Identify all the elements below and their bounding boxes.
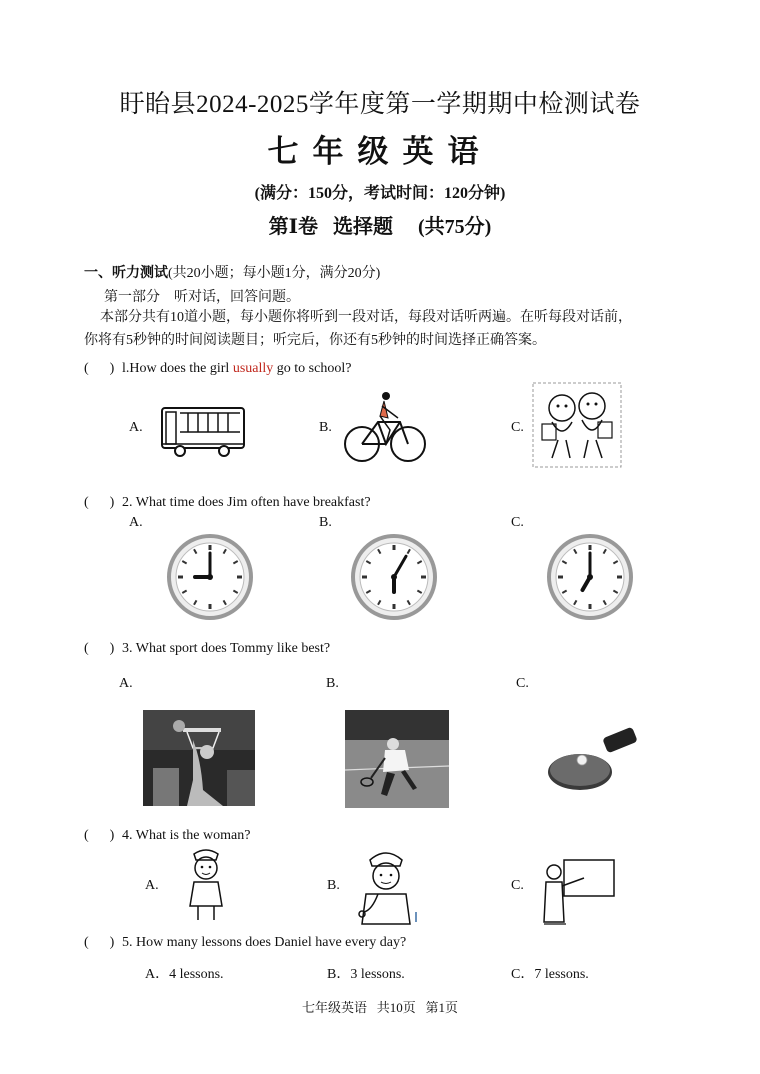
clock-icon — [546, 533, 634, 621]
bicycle-icon — [342, 388, 428, 466]
answer-blank[interactable]: ( ) — [84, 361, 115, 376]
volume-heading: 第Ⅰ卷 选择题 (共75分) — [268, 216, 492, 238]
option-label: A. — [119, 676, 133, 691]
question-text-end: go to school? — [273, 361, 352, 376]
table-tennis-photo — [546, 724, 642, 796]
highlight-word: usually — [232, 361, 274, 376]
basketball-photo — [143, 710, 255, 806]
exam-title: 盱眙县2024-2025学年度第一学期期中检测试卷 — [119, 91, 641, 118]
question-4 — [84, 828, 250, 844]
clock-icon — [166, 533, 254, 621]
score-info: (满分：150分，考试时间：120分钟) — [254, 185, 506, 202]
option-label: C. — [516, 676, 529, 691]
page-footer: 七年级英语 共10页 第1页 — [301, 1000, 458, 1015]
part-title: 第一部分 听对话，回答问题。 — [104, 290, 300, 305]
question-text: 2. What time does Jim often have breakfast? — [122, 495, 371, 510]
option-a[interactable]: A．4 lessons. — [145, 967, 224, 982]
option-label: C. — [511, 515, 524, 530]
question-1 — [84, 361, 351, 377]
subject-title: 七年级英语 — [267, 134, 493, 169]
option-b[interactable]: B．3 lessons. — [327, 967, 405, 982]
option-label: A. — [129, 420, 143, 435]
question-text: l.How does the girl — [122, 361, 233, 376]
nurse-icon — [182, 846, 230, 922]
doctor-icon — [352, 844, 422, 926]
clock-icon — [350, 533, 438, 621]
walking-kids-icon — [532, 382, 622, 468]
section-note: (共20小题；每小题1分，满分20分) — [168, 266, 381, 281]
teacher-icon — [540, 858, 616, 926]
bus-icon — [160, 404, 248, 460]
tennis-photo — [345, 710, 449, 808]
question-text: 4. What is the woman? — [122, 828, 251, 843]
instructions-line-1: 本部分共有10道小题，每小题你将听到一段对话，每段对话听两遍。在听每段对话前， — [100, 310, 632, 325]
question-2 — [84, 495, 371, 511]
section-title: 一、听力测试 — [84, 266, 168, 281]
question-text: 5. How many lessons does Daniel have every day? — [122, 935, 407, 950]
option-label: B. — [326, 676, 339, 691]
instructions-line-2: 你将有5秒钟的时间阅读题目；听完后，你还有5秒钟的时间选择正确答案。 — [84, 333, 546, 348]
answer-blank[interactable]: ( ) — [84, 641, 115, 656]
option-label: B. — [327, 878, 340, 893]
option-label: A. — [145, 878, 159, 893]
option-label: B. — [319, 515, 332, 530]
question-5 — [84, 935, 406, 951]
answer-blank[interactable]: ( ) — [84, 935, 115, 950]
option-label: B. — [319, 420, 332, 435]
option-label: A. — [129, 515, 143, 530]
option-label: C. — [511, 420, 524, 435]
answer-blank[interactable]: ( ) — [84, 495, 115, 510]
answer-blank[interactable]: ( ) — [84, 828, 115, 843]
option-c[interactable]: C．7 lessons. — [511, 967, 589, 982]
section-heading — [84, 262, 380, 282]
question-text: 3. What sport does Tommy like best? — [122, 641, 331, 656]
question-3 — [84, 641, 330, 657]
option-label: C. — [511, 878, 524, 893]
